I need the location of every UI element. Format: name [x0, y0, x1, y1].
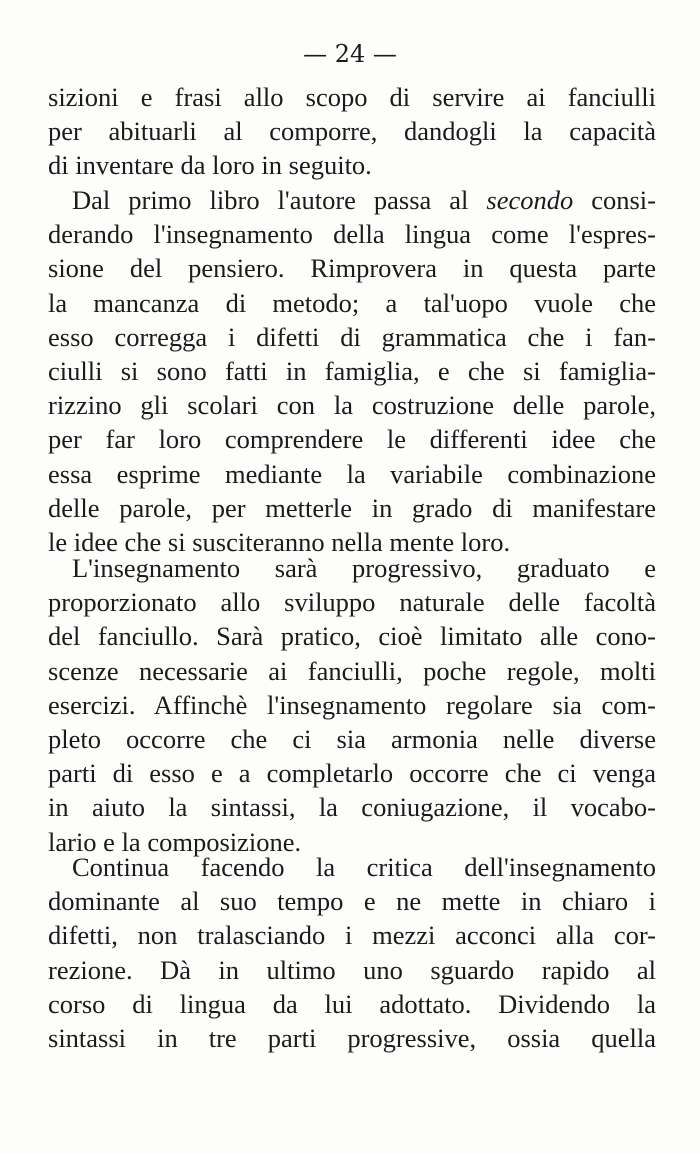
text-line: corso di lingua da lui adottato. Dividendo la	[48, 988, 656, 1019]
text-line: per abituarli al comporre, dandogli la capacità	[48, 116, 656, 147]
text-line: essa esprime mediante la variabile combinazione	[48, 458, 656, 489]
text-line: scenze necessarie ai fanciulli, poche regole, molti	[48, 655, 656, 686]
paragraph-continuation	[48, 80, 656, 183]
page-number: — 24 —	[303, 40, 397, 68]
text-line: esso corregga i difetti di grammatica che i fan-	[48, 321, 656, 352]
paragraph-critique	[48, 850, 656, 1055]
paragraph-second-book	[48, 183, 656, 559]
text-line: rizzino gli scolari con la costruzione delle parole,	[48, 390, 656, 421]
text-line: rezione. Dà in ultimo uno sguardo rapido al	[48, 954, 656, 985]
text-line: pleto occorre che ci sia armonia nelle diverse	[48, 723, 656, 754]
text-line: L'insegnamento sarà progressivo, graduato e	[72, 553, 656, 583]
text-line: in aiuto la sintassi, la coniugazione, il vocabo-	[48, 792, 656, 823]
text-line: sizioni e frasi allo scopo di servire ai fanciulli	[48, 82, 656, 112]
text-line: delle parole, per metterle in grado di manifestare	[48, 492, 656, 523]
text-line: lario e la composizione.	[48, 826, 302, 857]
text-line: dominante al suo tempo e ne mette in chiaro i	[48, 886, 656, 917]
text-line: sintassi in tre parti progressive, ossia quella	[48, 1022, 656, 1053]
text-line: la mancanza di metodo; a tal'uopo vuole che	[48, 287, 656, 318]
text-line: del fanciullo. Sarà pratico, cioè limitato alle cono-	[48, 621, 656, 652]
text-line: ciulli si sono fatti in famiglia, e che si famiglia-	[48, 355, 656, 386]
text-line: sione del pensiero. Rimprovera in questa parte	[48, 253, 656, 284]
text-line: derando l'insegnamento della lingua come l'espres-	[48, 219, 656, 250]
text-line: di inventare da loro in seguito.	[48, 150, 372, 181]
text-line: esercizi. Affinchè l'insegnamento regolare sia com-	[48, 689, 656, 720]
text-line: Continua facendo la critica dell'insegnamento	[72, 852, 656, 882]
text-line: parti di esso e a completarlo occorre che ci venga	[48, 758, 656, 789]
emphasis-word: secondo	[486, 185, 574, 215]
paragraph-progressive-teaching	[48, 551, 656, 859]
text-line: proporzionato allo sviluppo naturale delle facoltà	[48, 587, 656, 618]
text-line: le idee che si susciteranno nella mente loro.	[48, 526, 511, 557]
text-line: difetti, non tralasciando i mezzi acconci alla cor-	[48, 920, 656, 951]
text-line: per far loro comprendere le differenti idee che	[48, 424, 656, 455]
text-line-with-emphasis: Dal primo libro l'autore passa al secondo consi-	[72, 185, 656, 215]
